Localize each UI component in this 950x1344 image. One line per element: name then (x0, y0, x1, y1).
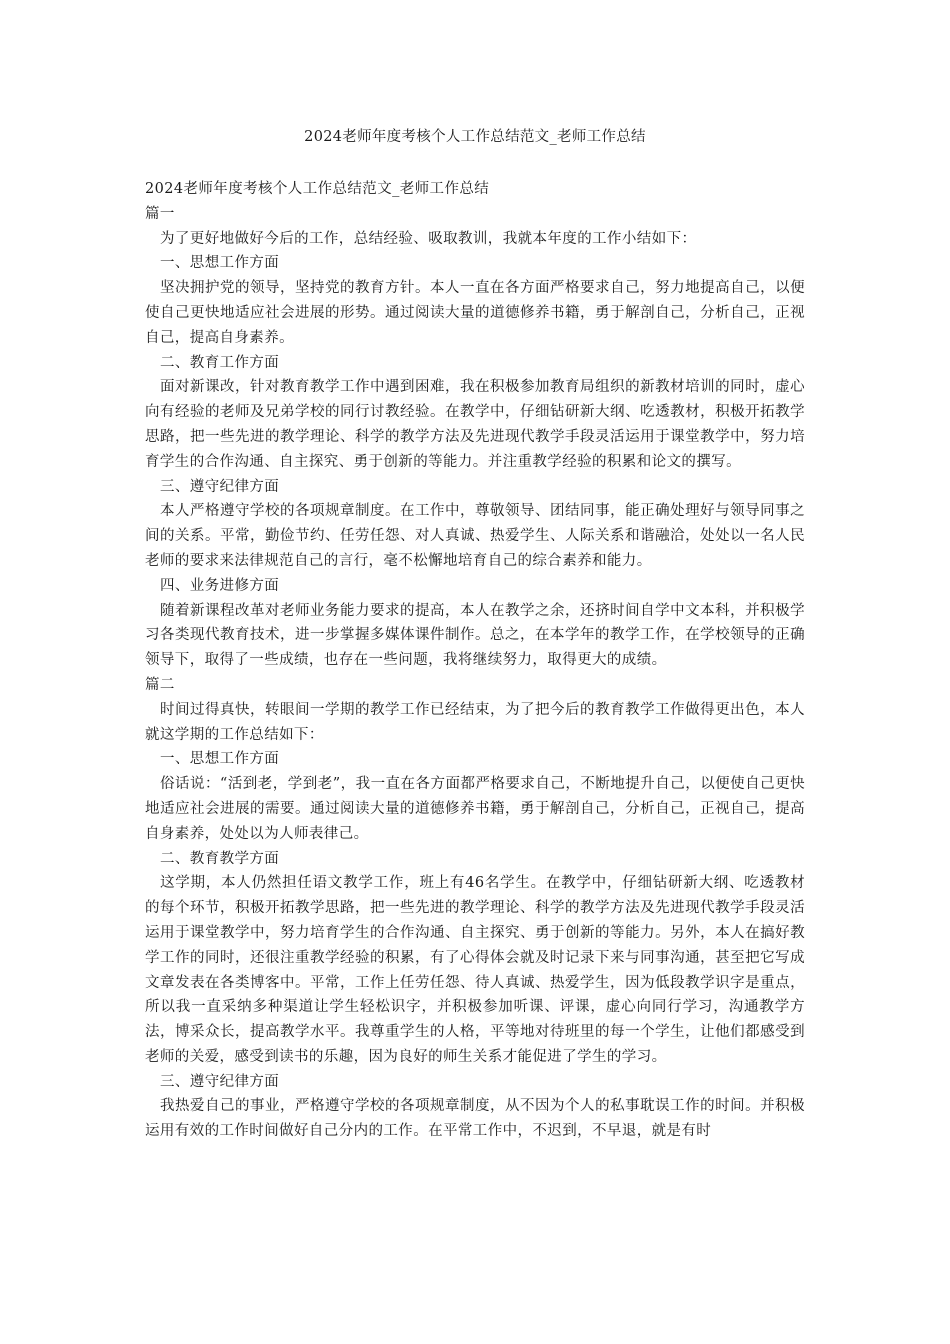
document-title: 2024老师年度考核个人工作总结范文_老师工作总结 (304, 129, 646, 145)
paragraph: 本人严格遵守学校的各项规章制度。在工作中，尊敬领导、团结同事，能正确处理好与领导同事之间的关系。平常，勤俭节约、任劳任怨、对人真诚、热爱学生、人际关系和谐融洽，处处以一名人民老师的要求来法律规范自己的言行，毫不松懈地培育自己的综合素养和能力。 (145, 503, 805, 569)
section-heading: 二、教育教学方面 (160, 850, 280, 867)
section-heading: 四、业务进修方面 (160, 577, 280, 594)
document-body (145, 177, 805, 1144)
paragraph: 坚决拥护党的领导，坚持党的教育方针。本人一直在各方面严格要求自己，努力地提高自己，以便使自己更快地适应社会进展的形势。通过阅读大量的道德修养书籍，勇于解剖自己，分析自己，正视自己，提高自身素养。 (145, 280, 805, 346)
paragraph: 这学期，本人仍然担任语文教学工作，班上有46名学生。在教学中，仔细钻研新大纲、吃透教材的每个环节，积极开拓教学思路，把一些先进的教学理论、科学的教学方法及先进现代教学手段灵活运用于课堂教学中，努力培育学生的合作沟通、自主探究、勇于创新的等能力。另外，本人在搞好教学工作的同时，还很注重教学经验的积累，有了心得体会就及时记录下来与同事沟通，甚至把它写成文章发表在各类博客中。平常，工作上任劳任怨、待人真诚、热爱学生，因为低段教学识字是重点，所以我一直采纳多种渠道让学生轻松识字，并积极参加听课、评课，虚心向同行学习，沟通教学方法，博采众长，提高教学水平。我尊重学生的人格，平等地对待班里的每一个学生，让他们都感受到老师的关爱，感受到读书的乐趣，因为良好的师生关系才能促进了学生的学习。 (145, 875, 805, 1065)
section-heading: 二、教育工作方面 (160, 354, 280, 371)
paragraph: 为了更好地做好今后的工作，总结经验、吸取教训，我就本年度的工作小结如下： (160, 230, 697, 247)
section-heading: 三、遵守纪律方面 (160, 478, 280, 495)
document-subtitle: 2024老师年度考核个人工作总结范文_老师工作总结 (145, 181, 490, 197)
paragraph: 面对新课改，针对教育教学工作中遇到困难，我在积极参加教育局组织的新教材培训的同时，虚心向有经验的老师及兄弟学校的同行讨教经验。在教学中，仔细钻研新大纲、吃透教材，积极开拓教学思路，把一些先进的教学理论、科学的教学方法及先进现代教学手段灵活运用于课堂教学中，努力培育学生的合作沟通、自主探究、勇于创新的等能力。并注重教学经验的积累和论文的撰写。 (145, 379, 805, 470)
paragraph: 时间过得真快，转眼间一学期的教学工作已经结束，为了把今后的教育教学工作做得更出色，本人就这学期的工作总结如下： (145, 701, 805, 743)
section-heading: 三、遵守纪律方面 (160, 1073, 280, 1090)
part-label: 篇一 (145, 205, 175, 222)
paragraph: 俗话说：“活到老，学到老”，我一直在各方面都严格要求自己，不断地提升自己，以便使自己更快地适应社会进展的需要。通过阅读大量的道德修养书籍，勇于解剖自己，分析自己，正视自己，提高自身素养，处处以为人师表律己。 (145, 776, 805, 842)
paragraph: 随着新课程改革对老师业务能力要求的提高，本人在教学之余，还挤时间自学中文本科，并积极学习各类现代教育技术，进一步掌握多媒体课件制作。总之，在本学年的教学工作，在学校领导的正确领导下，取得了一些成绩，也存在一些问题，我将继续努力，取得更大的成绩。 (145, 602, 805, 669)
section-heading: 一、思想工作方面 (160, 751, 280, 768)
part-label: 篇二 (145, 676, 175, 693)
section-heading: 一、思想工作方面 (160, 255, 280, 272)
paragraph: 我热爱自己的事业，严格遵守学校的各项规章制度，从不因为个人的私事耽误工作的时间。并积极运用有效的工作时间做好自己分内的工作。在平常工作中，不迟到，不早退，就是有时 (145, 1098, 805, 1140)
